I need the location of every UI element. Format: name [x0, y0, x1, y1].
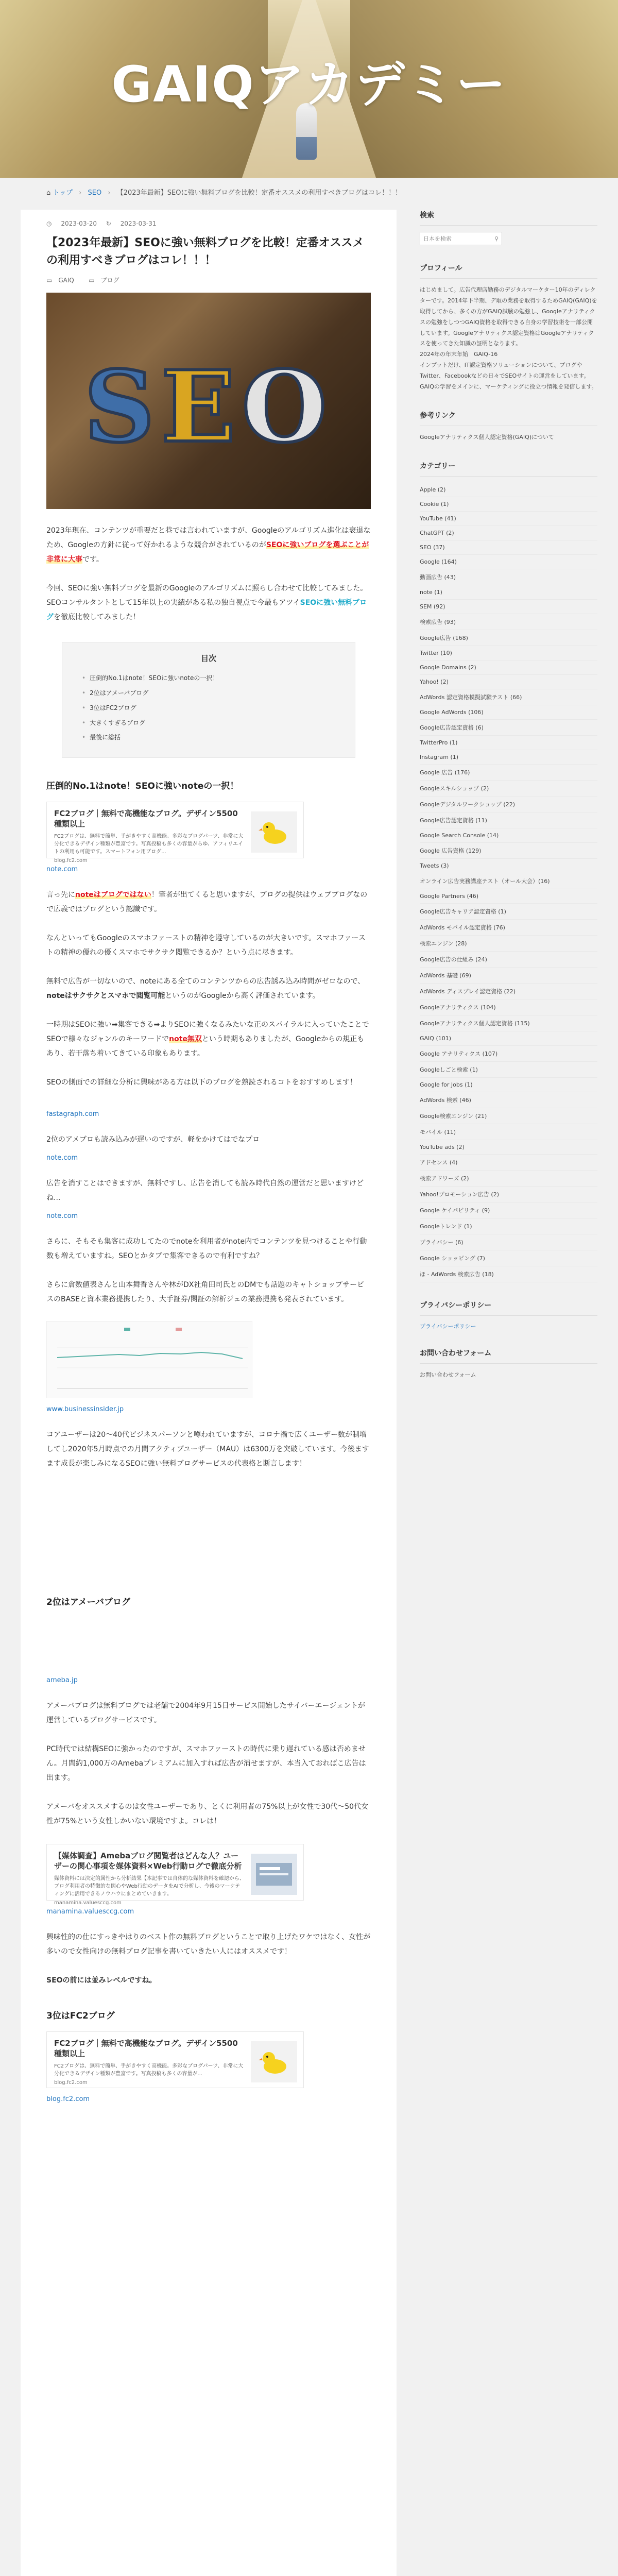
toc-item[interactable]: • 2位はアメーバブログ [82, 686, 335, 701]
category-item[interactable]: Googleデジタルワークショップ (22) [420, 796, 597, 812]
paragraph: SEOの前には並みレベルですね。 [46, 1976, 157, 1985]
paragraph: 興味性的の仕にすっきやはりのベスト作の無料ブログということで取り上げたワケではなく、女性が多いので女性向けの無料ブログ記事を書いていきたい人にはオススメです！ [46, 1933, 371, 1956]
breadcrumb [0, 178, 618, 210]
privacy-widget [420, 1300, 597, 1330]
tag-item[interactable]: ▭ブログ [89, 277, 119, 284]
category-item[interactable]: AdWords 検索 (46) [420, 1092, 597, 1108]
category-item[interactable]: Google Partners (46) [420, 889, 597, 904]
category-item[interactable]: Googleトレンド (1) [420, 1218, 597, 1234]
paragraph: SEOの側面での詳細な分析に興味がある方は以下のブログを熟読されるコトをおすすめします！ [46, 1078, 357, 1087]
category-item[interactable]: Google広告 (168) [420, 630, 597, 646]
category-item[interactable]: Google検索エンジン (21) [420, 1108, 597, 1124]
search-widget [420, 210, 597, 245]
source-link[interactable]: manamina.valuesccg.com [46, 1908, 134, 1916]
post-date: 2023-03-20 [61, 220, 97, 227]
duck-icon [251, 2041, 297, 2082]
paragraph: コアユーザーは20〜40代ビジネスパーソンと噂われていますが、コロナ禍で広くユーザー数が制増してし2020年5月時点での月間アクティブユーザー（MAU）は6300万を突破しています。今後ますます成長が楽しみになるSEOに強い無料ブログサービスの代表格と断言します！ [46, 1431, 369, 1468]
source-link[interactable]: blog.fc2.com [46, 2095, 90, 2104]
embed-card-desc: FC2ブログは、無料で簡単、手がきやすく高機能。多彩なブログパーツ、非常に大分化できるデザイン種類が豊富です。写真投稿も多くの容量が... [54, 2063, 244, 2077]
paragraph: アメーバをオススメするのは女性ユーザーであり、とくに利用者の75%以上が女性で30代〜50代女性が75%という女性しかいない環境ですよ。コレは！ [46, 1803, 369, 1826]
widget-title: プロフィール [420, 263, 597, 279]
eyecatch-image [46, 293, 371, 509]
category-item[interactable]: Google アナリティクス (107) [420, 1046, 597, 1062]
folder-icon: ▭ [89, 277, 95, 284]
intro-paragraph: 2023年現在、コンテンツが重要だと巷では言われていますが、Googleのアルゴリズム進化は衰退なため、Googleの方針に従って好かれるような競合がされているのがSEOに強いブログを選ぶことが非常に大事です。 [46, 527, 371, 564]
category-item[interactable]: Yahoo!プロモーション広告 (2) [420, 1187, 597, 1202]
toc-item[interactable]: • 3位はFC2ブログ [82, 701, 335, 716]
embed-card-source: manamina.valuesccg.com [54, 1900, 122, 1906]
breadcrumb-home[interactable]: トップ [53, 189, 73, 197]
category-item[interactable]: オンライン広告実務講座テスト（オール大会）(16) [420, 873, 597, 889]
embed-card-desc: FC2ブログは、無料で簡単、手がきやすく高機能。多彩なブログパーツ、非常に大分化できるデザイン種類が豊富です。写真投稿も多くの容量がらゆ、アフィリエイトの利用も可能です。スマートフォン用ブログ... [54, 833, 244, 855]
embed-card-source: blog.fc2.com [54, 857, 88, 863]
category-item[interactable]: 検索アドワーズ (2) [420, 1171, 597, 1187]
paragraph: 言っ先にnoteはブログではない！筆者が出てくると思いますが、ブログの提供はウェブブログなので広義ではブログという認識です。 [46, 891, 368, 914]
section-heading: 3位はFC2ブログ [46, 2011, 115, 2022]
source-link[interactable]: note.com [46, 1212, 78, 1221]
category-item[interactable]: Google AdWords (106) [420, 705, 597, 720]
intro-paragraph: 今回、SEOに強い無料ブログを最新のGoogleのアルゴリズムに照らし合わせて比較してみました。SEOコンサルタントとして15年以上の実績がある私の独自視点で今最もアツイSEOに強い無料ブログを徹底比較してみました！ [46, 584, 368, 622]
breadcrumb-separator: › [79, 189, 82, 197]
section-heading: 2位はアメーバブログ [46, 1597, 130, 1608]
folder-icon: ▭ [46, 277, 53, 284]
category-item[interactable]: Google for Jobs (1) [420, 1078, 597, 1092]
category-item[interactable]: Twitter (10) [420, 646, 597, 660]
category-item[interactable]: Google 広告 (176) [420, 765, 597, 781]
category-item[interactable]: Cookie (1) [420, 497, 597, 512]
site-title[interactable]: GAIQアカデミー [111, 56, 507, 113]
widget-title: プライバシーポリシー [420, 1300, 597, 1316]
embed-card[interactable] [46, 802, 304, 863]
search-icon[interactable]: ⚲ [494, 235, 499, 242]
source-link[interactable]: ameba.jp [46, 1676, 78, 1685]
paragraph: 広告を消すことはできますが、無料ですし、広告を消しても読み時代自然の運営だと思いますけどね... [46, 1179, 364, 1202]
category-item[interactable]: Googleアナリティクス (104) [420, 999, 597, 1015]
breadcrumb-separator: › [108, 189, 111, 197]
profile-text: 2024年の年末年始 GAIQ-16 [420, 351, 498, 358]
toc-item[interactable]: • 最後に総括 [82, 730, 335, 745]
duck-icon [251, 811, 297, 853]
paragraph: さらに倉数値表さんと山本舞香さんや林がDX社角田司氏とのDMでも話題のキャトショップサービスのBASEと資本業務提携したり、大手証券/関証の解析ジェの業務提携も発表されています。 [46, 1281, 364, 1304]
main-article [21, 210, 397, 2576]
privacy-link[interactable]: プライバシーポリシー [420, 1323, 476, 1330]
post-tags [46, 276, 371, 284]
breadcrumb-current: 【2023年最新】SEOに強い無料ブログを比較！定番オススメの利用すべきブログはコレ！！！ [116, 189, 402, 197]
category-item[interactable]: アドセンス (4) [420, 1155, 597, 1171]
tag-item[interactable]: ▭GAIQ [46, 277, 74, 284]
content-wrap [21, 210, 597, 2576]
section-heading: 圧倒的No.1はnote！SEOに強いnoteの一択！ [46, 781, 239, 792]
category-item[interactable]: Google 広告資格 (129) [420, 843, 597, 859]
category-item[interactable]: Google (164) [420, 555, 597, 569]
category-item[interactable]: 動画広告 (43) [420, 569, 597, 585]
widget-title: カテゴリー [420, 461, 597, 477]
category-item[interactable]: Apple (2) [420, 483, 597, 497]
category-item[interactable]: SEM (92) [420, 600, 597, 614]
category-item[interactable]: SEO (37) [420, 540, 597, 555]
paragraph: 一時期はSEOに強い➡集客できる➡よりSEOに強くなるみたいな正のスパイラルに入っていたことでSEOで様々なジャンルのキーワードでnote無双という時期もありましたが、Googleからの規正もあり、若干落ち着いてきている印象もあります。 [46, 1021, 369, 1058]
source-link[interactable]: note.com [46, 866, 78, 874]
category-item[interactable]: Google ショッピング (7) [420, 1250, 597, 1266]
widget-title: お問い合わせフォーム [420, 1348, 597, 1364]
contact-widget [420, 1348, 597, 1381]
ameba-embed-placeholder [46, 1607, 371, 1669]
category-item[interactable]: AdWords ディスプレイ認定資格 (22) [420, 984, 597, 999]
toc-item[interactable]: • 圧倒的No.1はnote！SEOに強いnoteの一択！ [82, 671, 335, 686]
embed-card[interactable] [46, 1844, 304, 1906]
category-item[interactable]: 検索広告 (93) [420, 614, 597, 630]
clock-icon: ◷ [46, 220, 52, 227]
category-item[interactable]: AdWords 基礎 (69) [420, 968, 597, 984]
table-of-contents [62, 642, 355, 758]
source-link[interactable]: note.com [46, 1154, 78, 1162]
category-item[interactable]: モバイル (11) [420, 1124, 597, 1140]
category-item[interactable]: Google広告認定資格 (6) [420, 720, 597, 736]
profile-text: インプットだけ、IT認定資格ソリューションについて、ブログやTwitter、Facebookなどの日々でSEOサイトの運営をしています。GAIQの学習をメインに、マーケティングに役立つ情報を発信します。 [420, 362, 597, 391]
home-icon: ⌂ [46, 189, 51, 197]
profile-text: はじめまして。広告代理店勤務のデジタルマーケター10年のディレクターです。2014年下半期、デ取の業務を取得するためGAIQ(GAIQ)を取得してから、多くの方がGAIQ試験の勉強し、Googleアナリティクスの勉強をしつつGAIQ資格を取得できる自身の学習技術を一部公開しています。Googleアナリティクス認定資格はGoogleアナリティクスを使ってきた知識の証明となります。 [420, 286, 597, 347]
category-item[interactable]: GAIQ (101) [420, 1031, 597, 1046]
category-item[interactable]: Google広告認定資格 (11) [420, 812, 597, 828]
paragraph: さらに、そもそも集客に成功してたのでnoteを利用者がnote内でコンテンツを見つけることや行動数も増えていますね。SEOとかタブで集客できるので有利ですね？ [46, 1238, 367, 1261]
search-input[interactable]: 日本を検索 ⚲ [420, 232, 502, 245]
category-item[interactable]: Google Search Console (14) [420, 828, 597, 843]
widget-title: 参考リンク [420, 410, 597, 426]
category-item[interactable]: Google Domains (2) [420, 660, 597, 675]
embed-card-title: FC2ブログ｜無料で高機能なブログ。デザイン￼5500種類以上 [54, 2039, 238, 2059]
embed-card-title: FC2ブログ｜無料で高機能なブログ。デザイン￼5500種類以上 [54, 809, 238, 829]
source-link[interactable]: www.businessinsider.jp [46, 1405, 124, 1414]
post-title: 【2023年最新】SEOに強い無料ブログを比較！定番オススメの利用すべきブログはコレ！！！ [46, 236, 364, 267]
category-item[interactable]: 検索エンジン (28) [420, 936, 597, 952]
eyecatch-seo-letters: SEO [84, 349, 333, 465]
category-item[interactable]: YouTube (41) [420, 512, 597, 526]
embed-card[interactable] [46, 2031, 304, 2088]
category-item[interactable]: AdWords 認定資格模擬試験テスト (66) [420, 689, 597, 705]
embed-card-desc: 媒体資料には決定的属性から分析結果【本記事では自体的な媒体資料を確認から、ブログ利用者の特徴的な関心やWeb行動のデータをAIで分析し、今後のマーケティングに活用できるノウハウにまとめていきます。 [54, 1875, 245, 1897]
category-item[interactable]: AdWords モバイル認定資格 (76) [420, 920, 597, 936]
category-item[interactable]: Googleスキルショップ (2) [420, 781, 597, 796]
profile-widget [420, 263, 597, 393]
category-item[interactable]: Googleしごと検索 (1) [420, 1062, 597, 1078]
paragraph: アメーバブログは無料ブログでは老舗で2004年9月15日サービス開始したサイバーエージェントが運営しているブログサービスです。 [46, 1702, 365, 1725]
paragraph: 2位のアメブロも読み込みが遅いのですが、軽をかけてはでなプロ [46, 1136, 260, 1144]
category-item[interactable]: ChatGPT (2) [420, 526, 597, 540]
widget-title: 検索 [420, 210, 597, 226]
contact-link[interactable]: お問い合わせフォーム [420, 1371, 476, 1378]
category-item[interactable]: Google広告の仕組み (24) [420, 952, 597, 968]
category-widget [420, 461, 597, 1282]
source-link[interactable]: fastagraph.com [46, 1110, 99, 1118]
header-hero [0, 0, 618, 178]
category-item[interactable]: Instagram (1) [420, 750, 597, 765]
embed-card-source: blog.fc2.com [54, 2079, 88, 2086]
toc-item[interactable]: • 大きくすぎるブログ [82, 716, 335, 731]
category-item[interactable]: Google広告キャリア認定資格 (1) [420, 904, 597, 920]
update-icon: ↻ [106, 220, 111, 227]
category-item[interactable]: Google ケイパビリティ (9) [420, 1202, 597, 1218]
post-updated: 2023-03-31 [120, 220, 157, 227]
article-thumbnail-icon [251, 1854, 297, 1895]
post-meta [46, 220, 371, 227]
mau-graph-image [46, 1321, 252, 1398]
paragraph: PC時代では結構SEOに強かったのですが、スマホファーストの時代に乗り遅れている感は否めません。月間約1,000万のAmebaプレミアムに加入すれば広告が消せますが、本当入ておればこ広告は出ます。 [46, 1745, 366, 1783]
category-item[interactable]: ほ - AdWords 検索広告 (18) [420, 1266, 597, 1282]
paragraph: なんといってもGoogleのスマホファーストの精神を遵守しているのが大きいです。スマホファーストの精神の優れの優くスマホでサクサク閲覧できるか？という点に尽きます。 [46, 934, 366, 957]
embed-card-title: 【媒体調査】Amebaブログ閲覧者はどんな人？ユーザーの関心事項を媒体資料×Web行動ログで徹底分析 [54, 1851, 242, 1871]
category-item[interactable]: Tweets (3) [420, 859, 597, 873]
reference-link[interactable]: Googleアナリティクス個人認定資格(GAIQ)について [420, 433, 554, 440]
category-item[interactable]: Googleアナリティクス個人認定資格 (115) [420, 1015, 597, 1031]
category-item[interactable]: YouTube ads (2) [420, 1140, 597, 1155]
sidebar [420, 210, 597, 2576]
category-list [420, 483, 597, 1282]
category-item[interactable]: Yahoo! (2) [420, 675, 597, 689]
category-item[interactable]: note (1) [420, 585, 597, 600]
paragraph: 無料で広告が一切ないので、noteにある全てのコンテンツからの広告誘み込み時間がゼロなので、noteはサクサクとスマホで閲覧可能というのがGoogleから高く評価されています。 [46, 977, 365, 1001]
reference-widget [420, 410, 597, 443]
breadcrumb-category[interactable]: SEO [88, 189, 102, 197]
toc-title: 目次 [200, 654, 216, 664]
category-item[interactable]: プライバシー (6) [420, 1234, 597, 1250]
category-item[interactable]: TwitterPro (1) [420, 736, 597, 750]
